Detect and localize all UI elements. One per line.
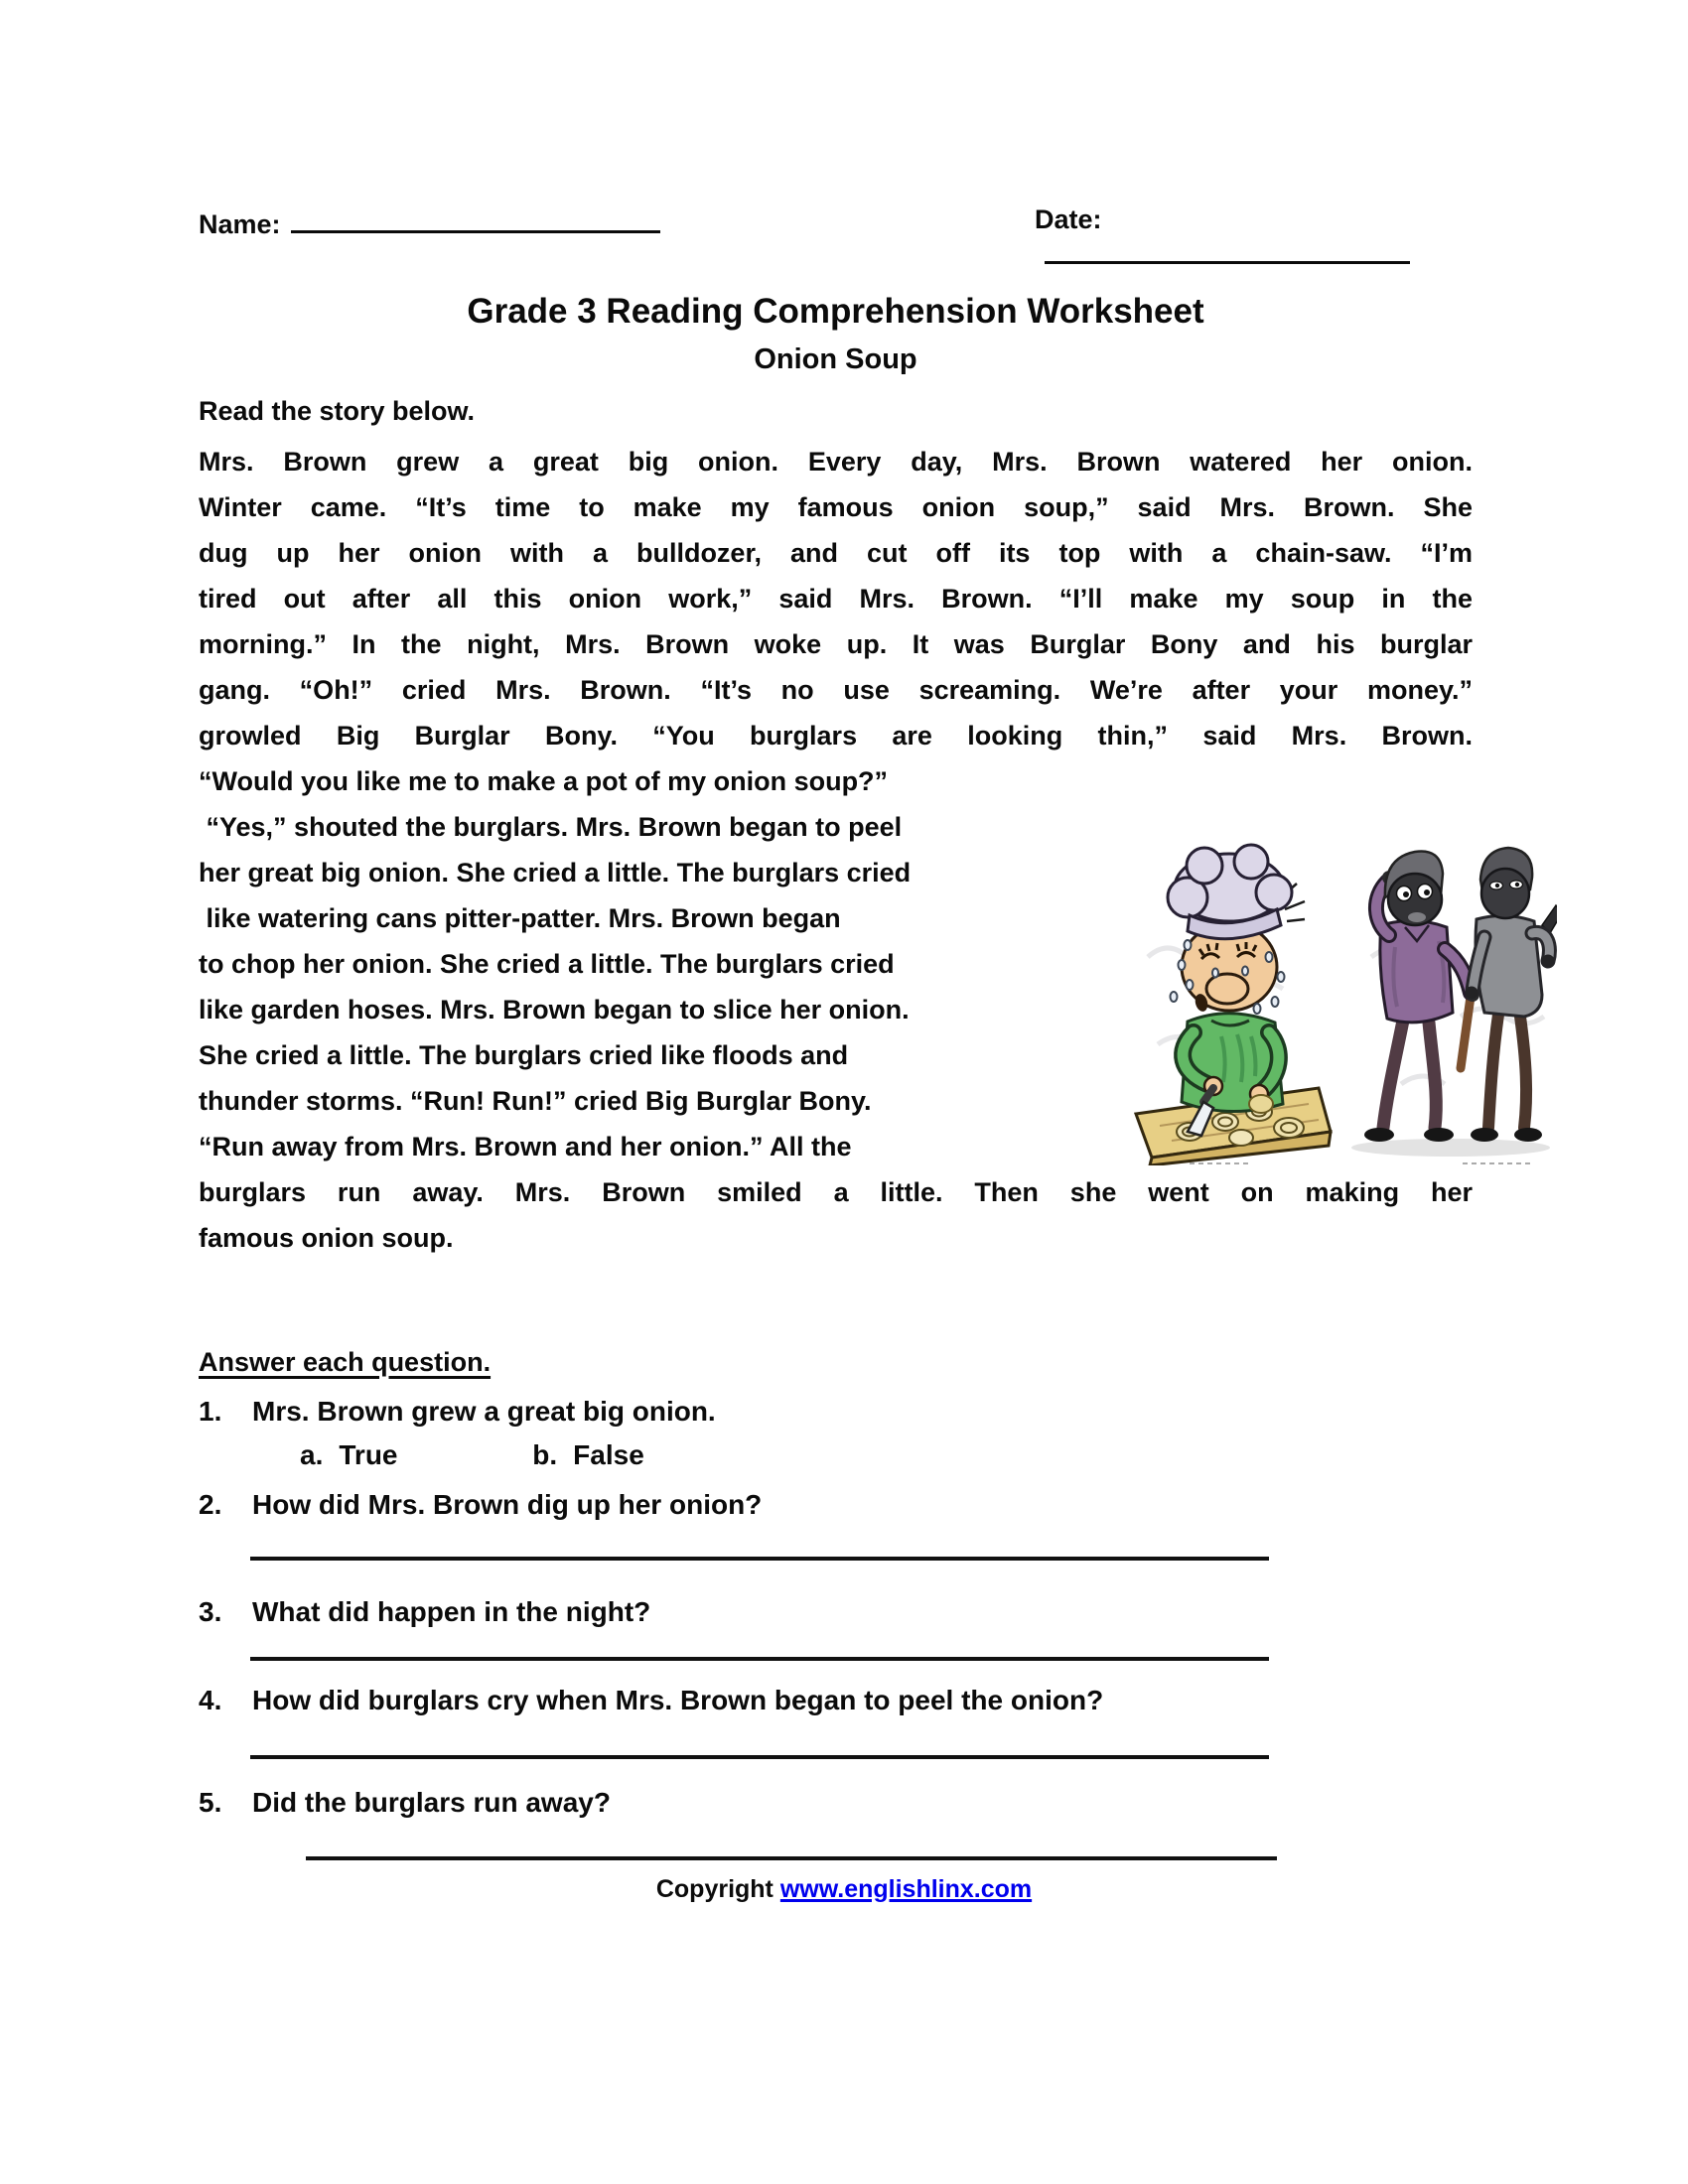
story-line: burglars run away. Mrs. Brown smiled a little. Then she went on making her <box>199 1177 1473 1207</box>
story-line: tired out after all this onion work,” said Mrs. Brown. “I’ll make my soup in the <box>199 584 1473 614</box>
story-line: Mrs. Brown grew a great big onion. Every day, Mrs. Brown watered her onion. <box>199 447 1473 477</box>
story-line: She cried a little. The burglars cried like floods and <box>199 1040 849 1070</box>
story-paragraph-bottom <box>199 1169 1473 1261</box>
question-text: Did the burglars run away? <box>252 1787 611 1818</box>
option-false: b. False <box>532 1439 644 1470</box>
copyright-line <box>0 1872 1688 1906</box>
name-blank-line <box>291 205 660 233</box>
story-line: growled Big Burglar Bony. “You burglars are looking thin,” said Mrs. Brown. <box>199 721 1473 751</box>
question-number: 4. <box>199 1685 222 1715</box>
story-line: Winter came. “It’s time to make my famous onion soup,” said Mrs. Brown. She <box>199 492 1473 522</box>
englishlinx-link[interactable]: www.englishlinx.com <box>779 1875 1033 1903</box>
story-line: like garden hoses. Mrs. Brown began to slice her onion. <box>199 995 910 1024</box>
story-line: morning.” In the night, Mrs. Brown woke up. It was Burglar Bony and his burglar <box>199 629 1473 659</box>
story-title: Onion Soup <box>754 343 917 375</box>
question-1-options <box>300 1435 1473 1475</box>
copyright-label: Copyright <box>655 1875 780 1903</box>
story-paragraph-beside-image <box>199 804 1092 1169</box>
answer-line-q5 <box>306 1856 1277 1860</box>
story-line: “Yes,” shouted the burglars. Mrs. Brown began to peel <box>199 812 903 842</box>
question-4 <box>199 1679 1473 1722</box>
question-number: 3. <box>199 1596 222 1627</box>
name-date-row <box>199 205 1473 244</box>
story-wrap-row <box>199 804 1473 1169</box>
story-line: thunder storms. “Run! Run!” cried Big Burglar Bony. <box>199 1086 872 1116</box>
story-text <box>199 439 1473 1261</box>
question-2 <box>199 1483 1473 1527</box>
story-line: like watering cans pitter-patter. Mrs. Brown began <box>199 903 841 933</box>
option-true: a. True <box>300 1439 398 1470</box>
question-3 <box>199 1590 1473 1634</box>
story-paragraph-top <box>199 439 1473 804</box>
story-line: to chop her onion. She cried a little. The burglars cried <box>199 949 895 979</box>
instruction-text: Read the story below. <box>199 396 476 426</box>
burglars-illustration <box>1343 838 1557 1165</box>
burglar-left <box>1364 851 1479 1142</box>
worksheet-title: Grade 3 Reading Comprehension Worksheet <box>467 292 1204 331</box>
crying-chef-illustration <box>1130 838 1334 1165</box>
story-line: famous onion soup. <box>199 1223 454 1253</box>
date-field <box>1035 205 1473 271</box>
question-1 <box>199 1390 1473 1433</box>
name-field <box>199 209 660 239</box>
question-number: 1. <box>199 1396 222 1427</box>
story-illustration <box>1130 838 1557 1167</box>
question-number: 5. <box>199 1787 222 1818</box>
name-label: Name: <box>199 209 281 239</box>
question-number: 2. <box>199 1489 222 1520</box>
question-5 <box>199 1781 1473 1825</box>
question-text: Mrs. Brown grew a great big onion. <box>252 1396 716 1427</box>
answer-line-q3 <box>250 1657 1269 1661</box>
question-text: What did happen in the night? <box>252 1596 651 1627</box>
story-line: her great big onion. She cried a little. The burglars cried <box>199 858 912 887</box>
story-line: “Would you like me to make a pot of my onion soup?” <box>199 766 889 796</box>
date-blank-line <box>1045 235 1410 264</box>
story-line: gang. “Oh!” cried Mrs. Brown. “It’s no use screaming. We’re after your money.” <box>199 675 1473 705</box>
answer-line-q4 <box>250 1755 1269 1759</box>
answer-line-q2 <box>250 1557 1269 1561</box>
date-label: Date: <box>1035 205 1102 234</box>
question-text: How did Mrs. Brown dig up her onion? <box>252 1489 763 1520</box>
story-line: “Run away from Mrs. Brown and her onion.” All the <box>199 1132 852 1161</box>
answer-section-header: Answer each question. <box>199 1347 492 1377</box>
story-line: dug up her onion with a bulldozer, and cut off its top with a chain-saw. “I’m <box>199 538 1473 568</box>
question-text: How did burglars cry when Mrs. Brown began to peel the onion? <box>252 1685 1104 1715</box>
